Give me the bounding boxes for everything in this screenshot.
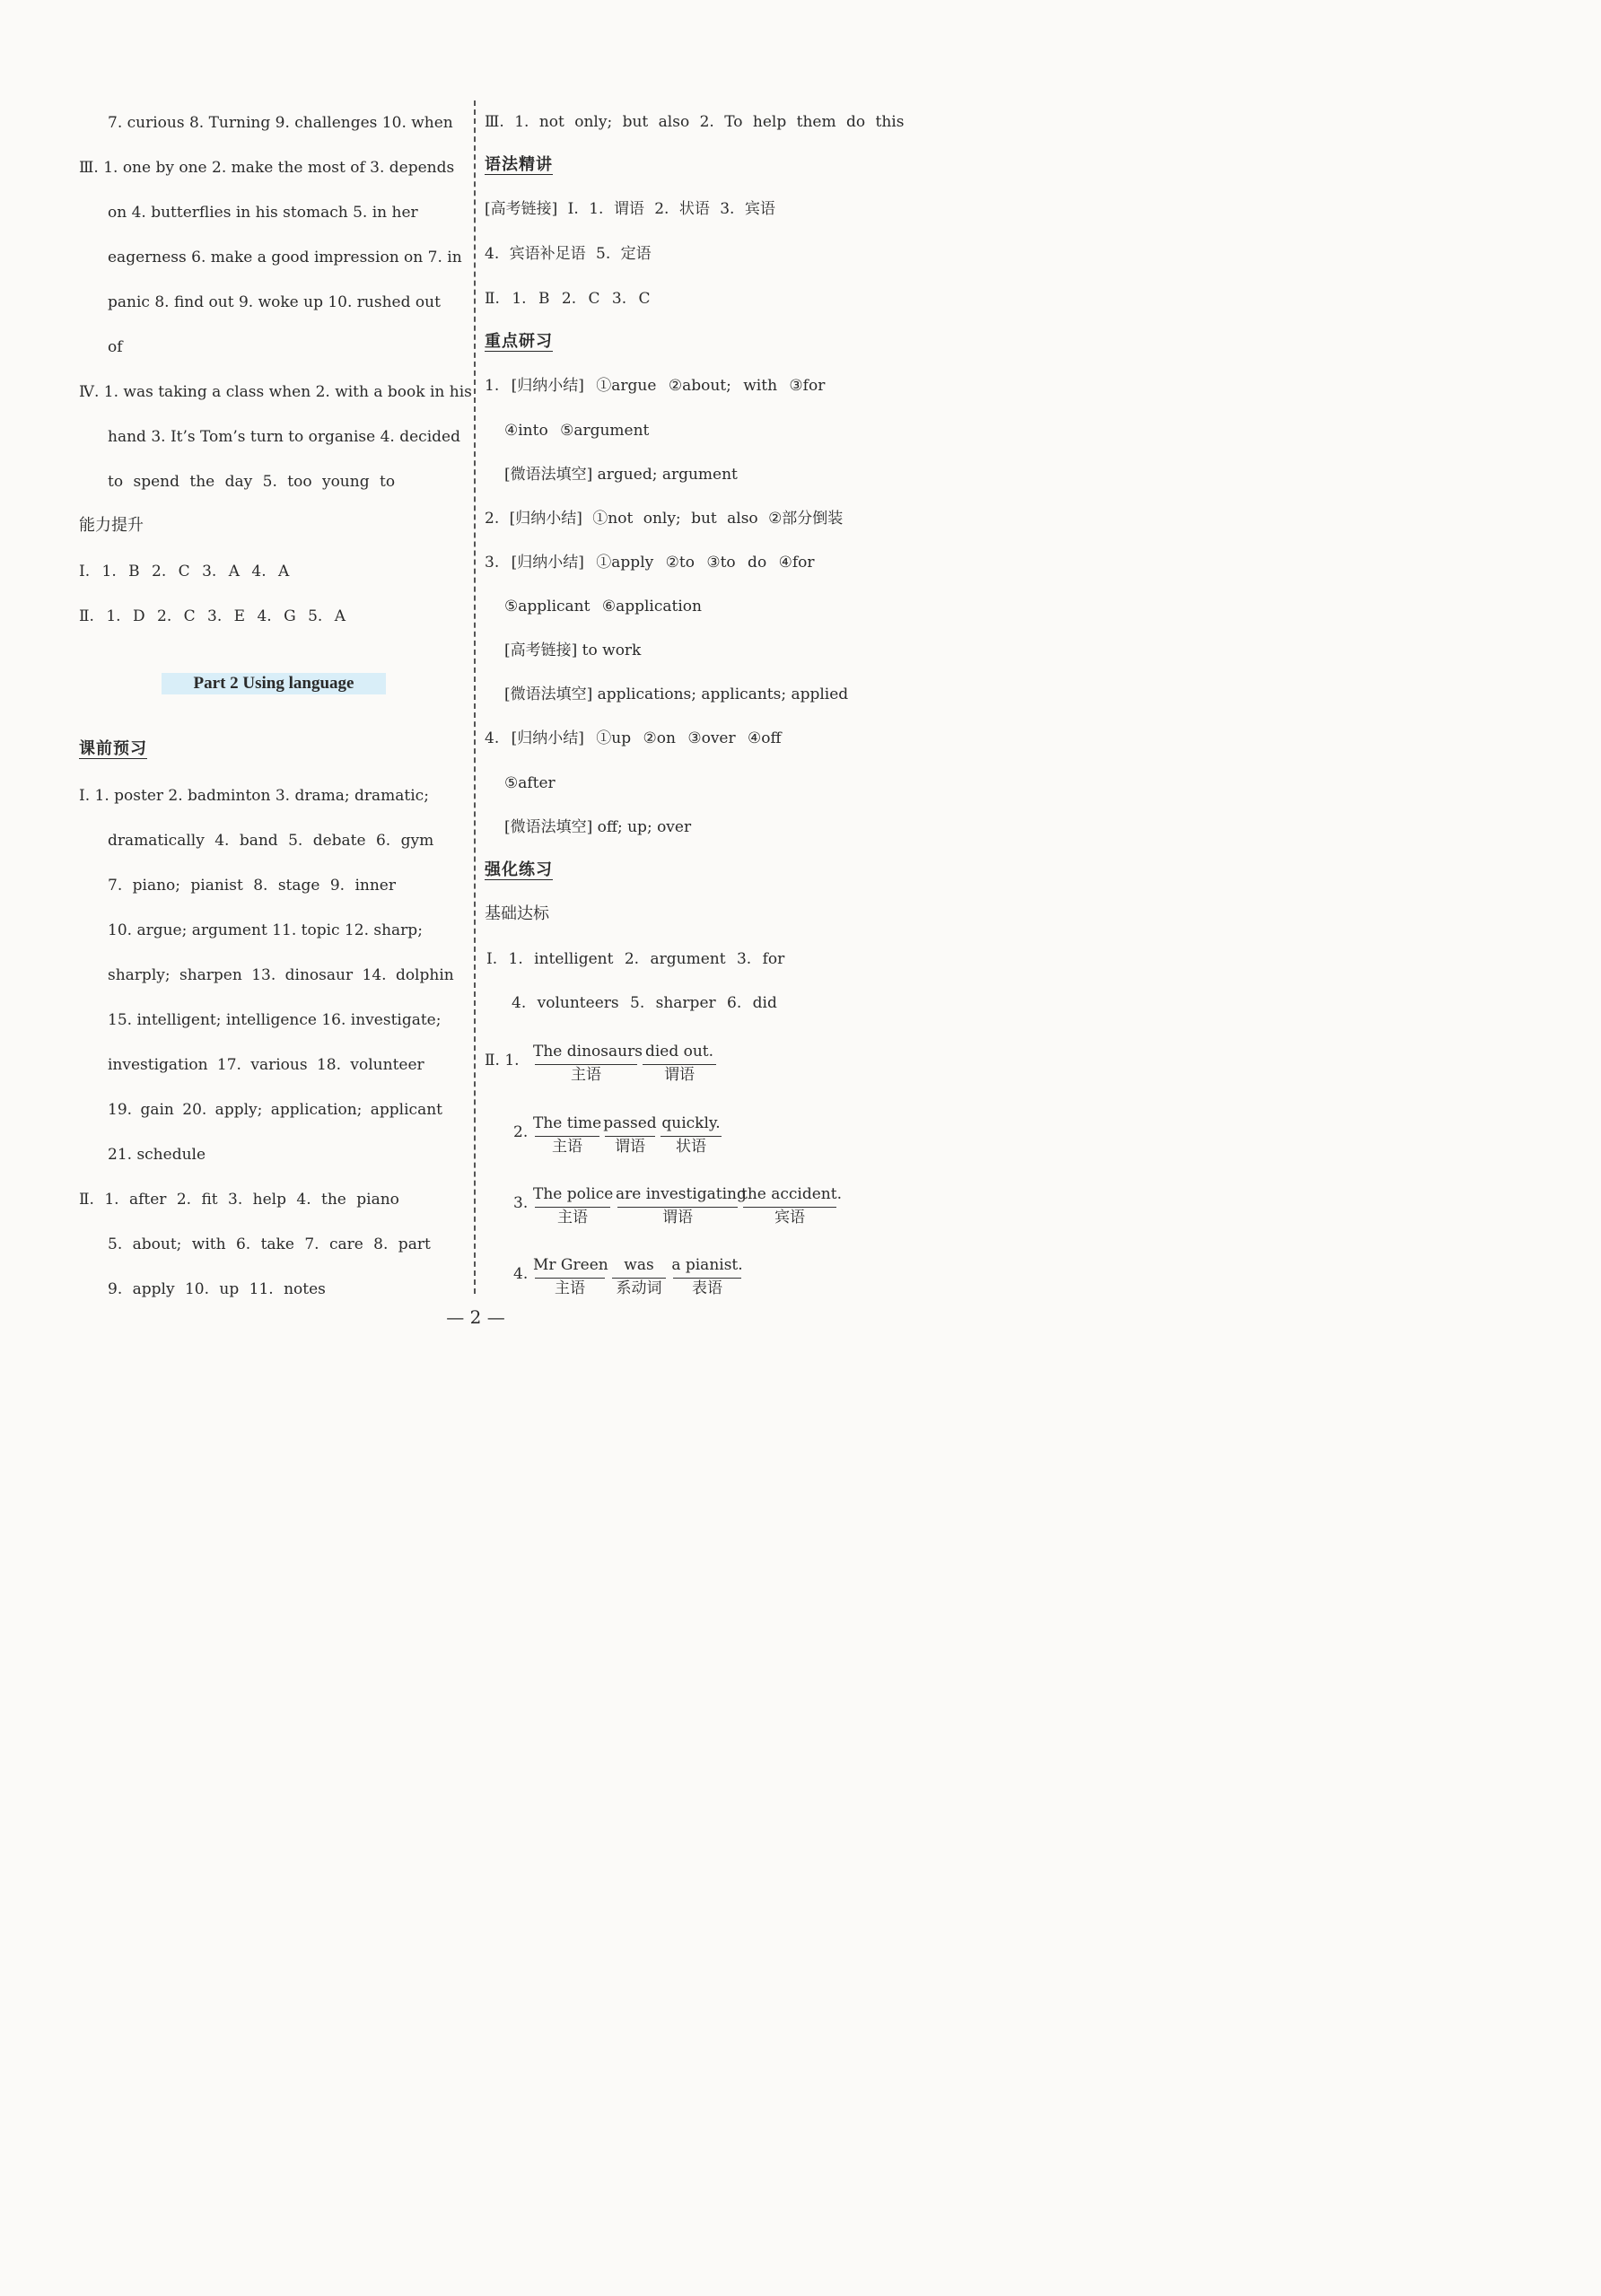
text-line: 4. 宾语补足语 5. 定语 [485, 245, 652, 263]
text-line: 15. intelligent; intelligence 16. investigate; [108, 1011, 442, 1029]
text-line: dramatically 4. band 5. debate 6. gym [108, 832, 434, 850]
text-line: panic 8. find out 9. woke up 10. rushed out [108, 293, 441, 311]
text-line: Ⅰ. 1. intelligent 2. argument 3. for [486, 950, 785, 968]
segment-words: passed [603, 1114, 657, 1132]
text-line: 19. gain 20. apply; application; applicant [108, 1101, 442, 1119]
text-line: Ⅱ. 1. after 2. fit 3. help 4. the piano [79, 1191, 399, 1209]
item-label: 3. [513, 1194, 529, 1212]
sentence-segment [533, 1113, 601, 1157]
segment-role: 主语 [571, 1066, 601, 1084]
sentence-segment [741, 1183, 842, 1227]
text-line: [微语法填空] off; up; over [504, 818, 692, 836]
segment-words: died out. [644, 1043, 714, 1061]
text-line: investigation 17. various 18. volunteer [108, 1056, 424, 1074]
sentence-analysis [485, 1113, 969, 1166]
sentence-segment [671, 1254, 743, 1298]
text-line: Ⅳ. 1. was taking a class when 2. with a book in his [79, 383, 472, 401]
text-line: [微语法填空] argued; argument [504, 466, 738, 484]
text-line: ④into ⑤argument [504, 422, 650, 440]
text-line: to spend the day 5. too young to [108, 473, 396, 491]
sentence-segment [659, 1113, 723, 1157]
segment-role: 主语 [557, 1209, 588, 1227]
section-heading-basic: 基础达标 [485, 904, 549, 923]
answer-key-page [0, 0, 991, 1407]
segment-words: are investigating [616, 1185, 747, 1203]
text-line: eagerness 6. make a good impression on 7. in [108, 249, 462, 266]
text-line: Ⅲ. 1. one by one 2. make the most of 3. depends [79, 159, 455, 177]
text-line: Ⅱ. 1. D 2. C 3. E 4. G 5. A [79, 607, 346, 625]
text-line: 5. about; with 6. take 7. care 8. part [108, 1235, 431, 1253]
section-heading-preview: 课前预习 [79, 739, 147, 758]
text-line: Ⅰ. 1. poster 2. badminton 3. drama; dramatic; [79, 787, 429, 805]
item-label: Ⅱ. 1. [485, 1052, 520, 1069]
text-line: 7. curious 8. Turning 9. challenges 10. when [108, 114, 453, 132]
sentence-segment [533, 1041, 643, 1085]
text-line: ⑤applicant ⑥application [504, 598, 702, 615]
text-line: 21. schedule [108, 1146, 206, 1164]
segment-role: 宾语 [774, 1209, 805, 1227]
section-heading-practice: 强化练习 [485, 860, 553, 879]
text-line: Ⅱ. 1. B 2. C 3. C [485, 290, 651, 308]
segment-words: The time [533, 1114, 602, 1132]
sentence-analysis [485, 1254, 969, 1308]
segment-role: 主语 [555, 1279, 585, 1297]
segment-words: a pianist. [671, 1256, 743, 1274]
text-line: 2. [归纳小结] ①not only; but also ②部分倒装 [485, 510, 844, 528]
segment-words: quickly. [661, 1114, 721, 1132]
segment-role: 谓语 [664, 1066, 695, 1084]
text-line: [微语法填空] applications; applicants; applied [504, 685, 849, 703]
text-line: 3. [归纳小结] ①apply ②to ③to do ④for [485, 554, 815, 572]
segment-role: 谓语 [662, 1209, 693, 1227]
text-line: Ⅰ. 1. B 2. C 3. A 4. A [79, 563, 290, 581]
text-line: on 4. butterflies in his stomach 5. in her [108, 204, 418, 222]
sentence-segment [641, 1041, 718, 1085]
item-label: 2. [513, 1123, 529, 1141]
section-heading-focus: 重点研习 [485, 332, 553, 351]
text-line: 4. volunteers 5. sharper 6. did [512, 994, 777, 1012]
sentence-analysis [485, 1183, 969, 1237]
part-title: Part 2 Using language [162, 673, 386, 694]
segment-role: 谓语 [615, 1138, 645, 1156]
segment-words: was [624, 1256, 654, 1274]
text-line: of [108, 338, 123, 356]
segment-words: The dinosaurs [533, 1043, 643, 1061]
text-line: Ⅲ. 1. not only; but also 2. To help them do this [485, 113, 905, 131]
page-number: — 2 — [446, 1306, 505, 1328]
text-line: 7. piano; pianist 8. stage 9. inner [108, 877, 396, 895]
text-line: 10. argue; argument 11. topic 12. sharp; [108, 921, 423, 939]
segment-role: 主语 [552, 1138, 582, 1156]
text-line: 9. apply 10. up 11. notes [108, 1280, 326, 1298]
segment-words: Mr Green [533, 1256, 608, 1274]
sentence-analysis [485, 1041, 969, 1095]
section-heading-ability: 能力提升 [79, 516, 144, 535]
text-line: ⑤after [504, 774, 556, 792]
sentence-segment [610, 1254, 668, 1298]
segment-words: the accident. [741, 1185, 842, 1203]
sentence-segment [533, 1254, 607, 1298]
segment-role: 状语 [676, 1138, 706, 1156]
segment-words: The police [533, 1185, 614, 1203]
text-line: sharply; sharpen 13. dinosaur 14. dolphin [108, 966, 454, 984]
text-line: hand 3. It’s Tom’s turn to organise 4. decided [108, 428, 460, 446]
segment-role: 系动词 [616, 1279, 662, 1297]
sentence-segment [533, 1183, 612, 1227]
section-heading-grammar: 语法精讲 [485, 155, 553, 174]
text-line: [高考链接] to work [504, 642, 642, 659]
text-line: 4. [归纳小结] ①up ②on ③over ④off [485, 729, 782, 747]
sentence-segment [603, 1113, 657, 1157]
text-line: 1. [归纳小结] ①argue ②about; with ③for [485, 377, 826, 395]
text-line: [高考链接] Ⅰ. 1. 谓语 2. 状语 3. 宾语 [485, 200, 775, 218]
sentence-segment [616, 1183, 747, 1227]
column-divider [474, 100, 476, 1294]
item-label: 4. [513, 1265, 529, 1283]
segment-role: 表语 [692, 1279, 722, 1297]
